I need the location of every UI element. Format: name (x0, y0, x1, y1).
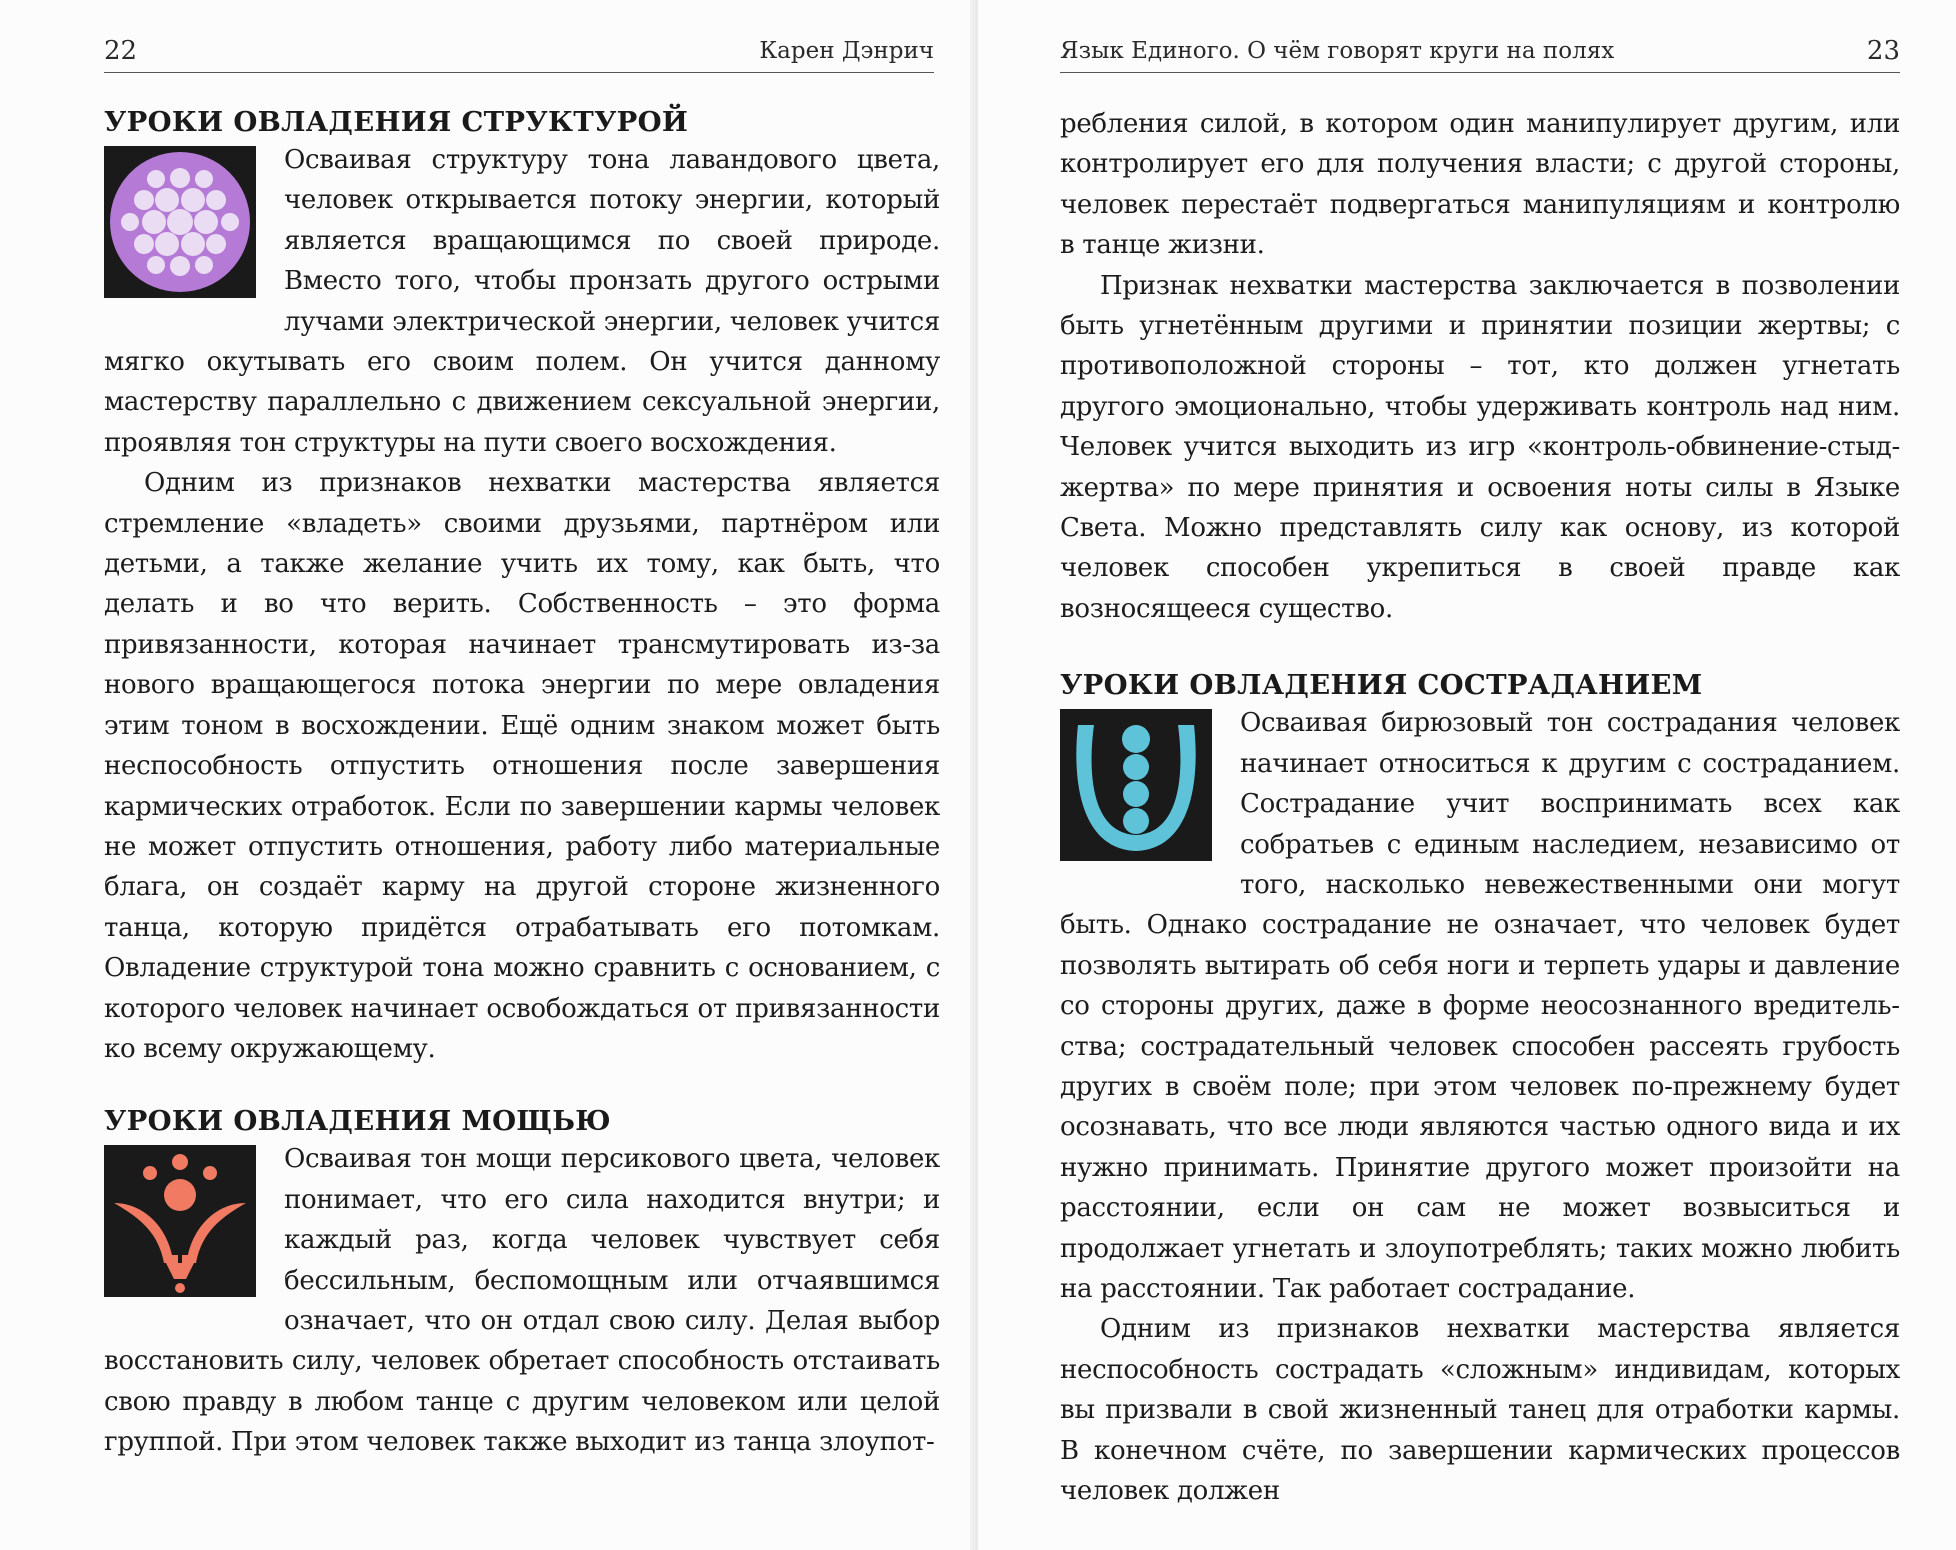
paragraph: Признак нехватки мастерства заключается в позволении быть угнетённым другими и принятии позиции жертвы; с противоположной стороны – тот, кто должен угнетать другого эмоционально, чтобы удерживать контроль над ним. Человек учится выходить из игр «контроль-обвинение-стыд-жертва» по мере принятия и освоения ноты силы в Языке Света. Можно представлять силу как основу, из которой человек способен укрепиться в своей правде как возносящееся существо. (1060, 270, 1900, 624)
page-number: 22 (104, 36, 138, 66)
right-page-body (1060, 104, 1900, 1511)
running-head: Язык Единого. О чём говорят круги на полях (1060, 38, 1615, 64)
section-heading: УРОКИ ОВЛАДЕНИЯ МОЩЬЮ (104, 1105, 611, 1138)
section-heading: УРОКИ ОВЛАДЕНИЯ СТРУКТУРОЙ (104, 106, 689, 138)
paragraph: Одним из признаков нехватки мастерства является стремление «владеть» своими друзьями, партнёром или детьми, а также желание учить их тому, как быть, что делать и во что верить. Собственность – это форма привязанности, которая начинает трансмутировать из-за нового вращающегося потока энергии по мере овладения этим тоном в восхождении. Ещё одним знаком может быть неспособность отпустить отношения после завершения кармических отработок. Если по завершении кармы человек не может отпустить отношения, работу либо материальные блага, он создаёт карму на другой стороне жизненного танца, которую придётся отрабатывать его потомкам. Овладение структурой тона можно сравнить с основанием, с которого человек начинает освобождаться от привязанности ко всему окружающему. (104, 468, 940, 1064)
lavender-circles-icon (104, 146, 256, 298)
right-page-header (1060, 38, 1900, 73)
turquoise-column-icon (1060, 709, 1212, 861)
page-number: 23 (1866, 36, 1900, 66)
left-page-header (104, 38, 934, 73)
paragraph: Осваивая тон мощи персикового цвета, человек понимает, что его сила находится внутри; и каждый раз, когда человек чувствует себя бессильным, беспомощным или отчаявшимся означает, что он отдал свою силу. Делая выбор восстановить силу, человек обретает способность отстаивать свою правду в любом танце с другим человеком или целой группой. При этом человек также выходит из танца злоупот- (104, 1144, 940, 1458)
right-page (978, 0, 1956, 1550)
left-page-body (104, 104, 940, 1463)
paragraph: Осваивая бирюзовый тон сострадания человек начинает относиться к другим с состраданием. Сострадание учит воспринимать всех как собратьев с единым наследием, независимо от того, насколько невежественными они могут быть. Однако сострадание не означает, что человек будет позволять вытирать об себя ноги и терпеть удары и давление со стороны других, даже в форме неосознанного вредительства; сострадательный человек способен рассеять грубость других в своём поле; при этом человек по-прежнему будет осознавать, что все люди являются частью одного вида и их нужно принимать. Принятие другого может произойти на расстоянии, если он сам не может возвыситься и продолжает угнетать и злоупотреблять; таких можно любить на расстоянии. Так работает сострадание. (1060, 708, 1900, 1304)
paragraph: ребления силой, в котором один манипулирует другим, или контролирует его для получения власти; с другой стороны, человек перестаёт подвергаться манипуляциям и контролю в танце жизни. (1060, 109, 1900, 261)
section-heading: УРОКИ ОВЛАДЕНИЯ СОСТРАДАНИЕМ (1060, 669, 1703, 702)
paragraph: Осваивая структуру тона лавандового цвета, человек открывается потоку энергии, который является вращающимся по своей природе. Вместо того, чтобы пронзать другого острыми лучами электрической энергии, человек учится мягко окутывать его своим полем. Он учится данному мастерству параллельно с движением сексуальной энергии, проявляя тон структуры на пути своего восхождения. (104, 145, 941, 458)
running-head: Карен Дэнрич (759, 38, 934, 64)
peach-figure-icon (104, 1145, 256, 1297)
paragraph: Одним из признаков нехватки мастерства является неспособность сострадать «сложным» индивидам, которых вы призвали в свой жизненный танец для отработки кармы. В конечном счёте, по завершении кармических процессов человек должен (1060, 1314, 1900, 1506)
